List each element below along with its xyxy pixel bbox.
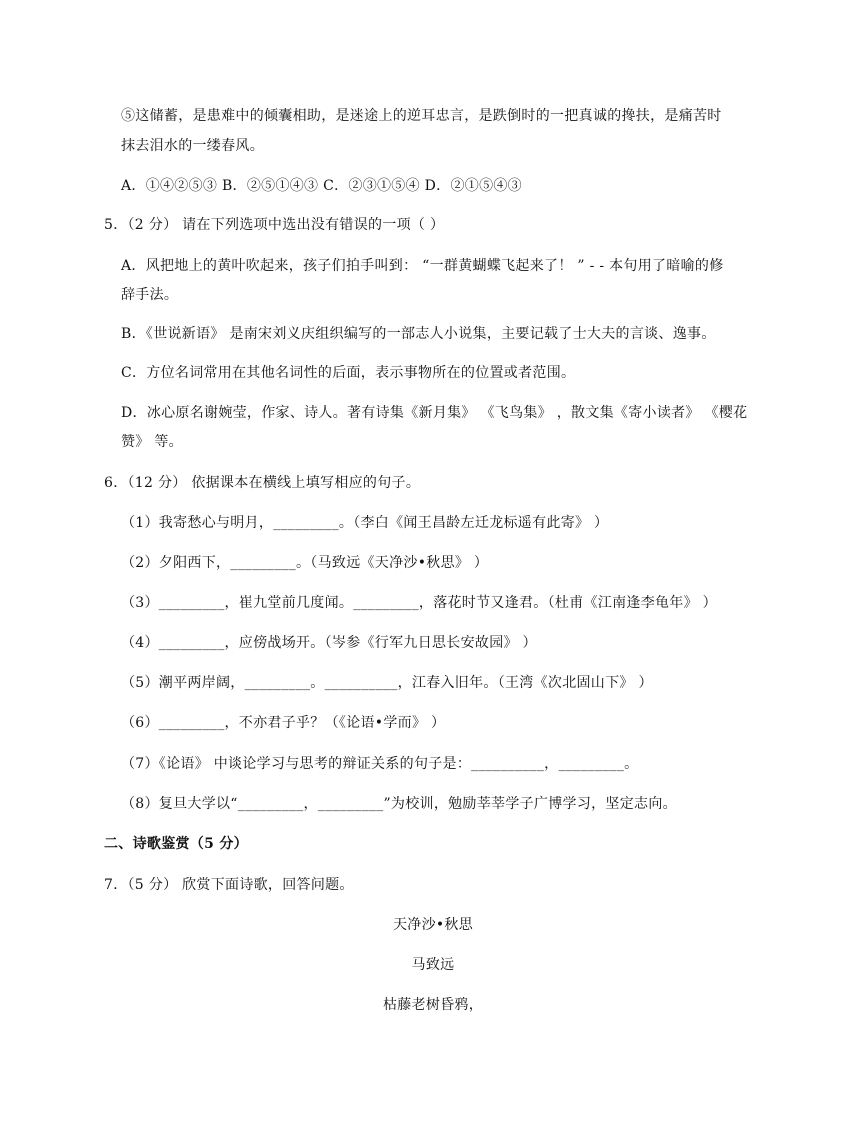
q6-item: （5）潮平两岸阔，_________。__________，江春入旧年。（王湾《次北固山下》 ）	[121, 675, 653, 691]
q5-stem: 5．（2 分） 请在下列选项中选出没有错误的一项（ ）	[104, 217, 445, 233]
q6-item: （7）《论语》 中谈论学习与思考的辩证关系的句子是：__________，_________。	[121, 756, 639, 772]
q5-option-a-line1: A．风把地上的黄叶吹起来，孩子们拍手叫到： “一群黄蝴蝶飞起来了！ ” - - 本句用了暗喻的修	[121, 258, 724, 274]
q5-option-c: C．方位名词常用在其他名词性的后面，表示事物所在的位置或者范围。	[121, 365, 576, 381]
section-heading: 二、诗歌鉴赏（5 分）	[104, 836, 248, 852]
q6-item: （8）复旦大学以“_________，_________”为校训，勉励莘莘学子广博学习，坚定志向。	[121, 796, 677, 812]
q5-option-b: B．《世说新语》 是南宋刘义庆组织编写的一部志人小说集，主要记载了士大夫的言谈、逸事。	[121, 326, 716, 342]
poem-title: 天净沙•秋思	[392, 917, 474, 933]
q6-item: （4）_________，应傍战场开。（岑参《行军九日思长安故园》 ）	[121, 635, 537, 651]
poem-line: 枯藤老树昏鸦，	[382, 997, 484, 1013]
q6-item: （3）_________，崔九堂前几度闻。_________，落花时节又逢君。（杜甫《江南逢李龟年》 ）	[121, 595, 717, 611]
q7-stem: 7．（5 分） 欣赏下面诗歌，回答问题。	[104, 877, 354, 893]
q6-item: （1）我寄愁心与明月，_________。（李白《闻王昌龄左迁龙标遥有此寄》 ）	[121, 515, 609, 531]
q4-item5-line1: ⑤这储蓄，是患难中的倾囊相助，是迷途上的逆耳忠言，是跌倒时的一把真诚的搀扶，是痛苦时	[121, 108, 722, 124]
q6-stem: 6．（12 分） 依据课本在横线上填写相应的句子。	[104, 475, 421, 491]
q4-options: A．①④②⑤③ B．②⑤①④③ C．②③①⑤④ D．②①⑤④③	[121, 178, 522, 194]
q5-option-a-line2: 辞手法。	[121, 287, 179, 303]
q6-item: （2）夕阳西下，_________。（马致远《天净沙•秋思》 ）	[121, 555, 489, 571]
q5-option-d-line2: 赞》 等。	[121, 434, 183, 450]
poem-author: 马致远	[411, 957, 455, 973]
q5-option-d-line1: D．冰心原名谢婉莹，作家、诗人。著有诗集《新月集》 《飞鸟集》 ，散文集《寄小读者》 《樱花	[121, 405, 748, 421]
q4-item5-line2: 抹去泪水的一缕春风。	[121, 138, 264, 154]
q6-item: （6）_________，不亦君子乎？（《论语•学而》 ）	[121, 715, 446, 731]
